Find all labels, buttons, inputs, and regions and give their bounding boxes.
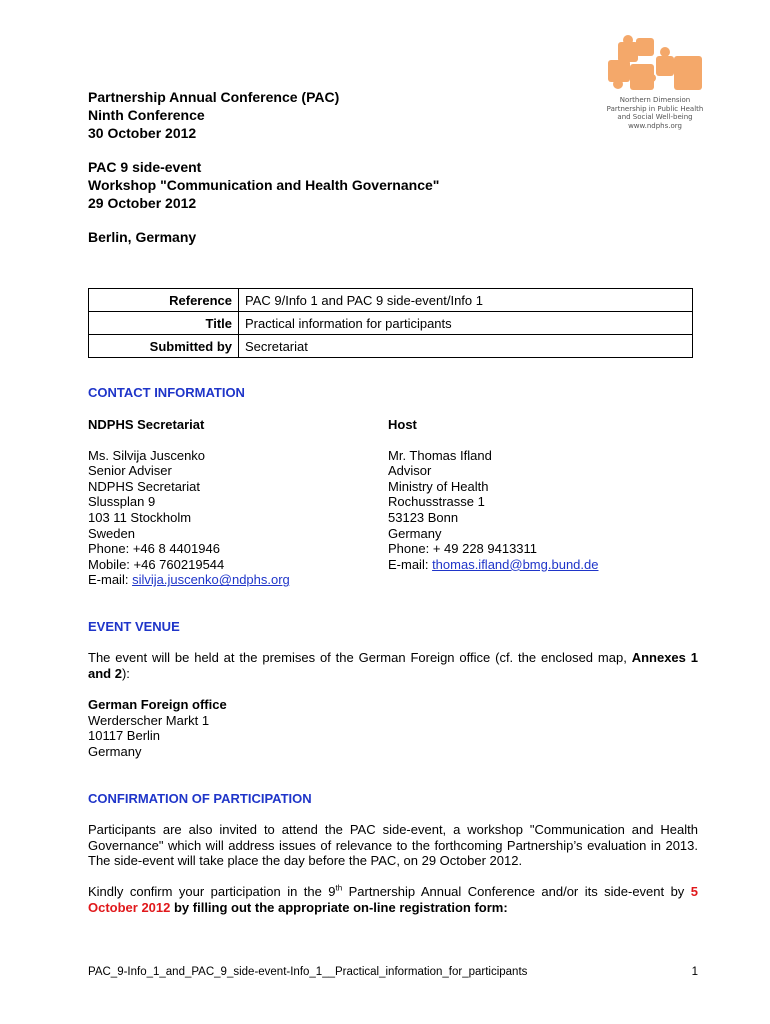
contact-line: Phone: + 49 228 9413311 xyxy=(388,541,538,557)
secretariat-title: NDPHS Secretariat xyxy=(88,417,205,432)
reference-label: Reference xyxy=(89,289,239,312)
title-label: Title xyxy=(89,312,239,335)
contact-line: Advisor xyxy=(388,463,432,479)
contact-line: Germany xyxy=(388,525,442,541)
contact-line: Mr. Thomas Ifland xyxy=(388,447,492,463)
conference-title: Partnership Annual Conference (PAC) xyxy=(88,89,340,105)
document-header xyxy=(88,88,588,246)
submitted-by-value: Secretariat xyxy=(239,335,693,358)
ordinal-sup: th xyxy=(335,883,343,893)
contact-line: Ms. Silvija Juscenko xyxy=(88,447,206,463)
venue-name: German Foreign office xyxy=(88,697,227,712)
deadline-date: 5 October 2012 xyxy=(88,884,698,915)
contact-email-row xyxy=(388,557,598,573)
contact-line: Rochusstrasse 1 xyxy=(388,494,485,510)
page-number: 1 xyxy=(691,966,698,978)
table-row xyxy=(89,335,693,358)
secretariat-contact xyxy=(88,417,290,588)
side-event-title: PAC 9 side-event xyxy=(88,159,202,175)
submitted-by-label: Submitted by xyxy=(89,335,239,358)
footer-filename: PAC_9-Info_1_and_PAC_9_side-event-Info_1__Practical_information_for_participants xyxy=(88,966,528,978)
email-label: E-mail: xyxy=(88,572,133,588)
venue-text: The event will be held at the premises of the German Foreign office (cf. the enclosed map, xyxy=(88,650,632,665)
contact-line: Sweden xyxy=(88,525,135,541)
email-label: E-mail: xyxy=(388,556,433,572)
reg-text-mid: Partnership Annual Conference and/or its side-event by xyxy=(342,884,691,899)
contact-email-row xyxy=(88,572,290,588)
table-row xyxy=(89,312,693,335)
contact-line: Slussplan 9 xyxy=(88,494,156,510)
secretariat-email-link[interactable]: silvija.juscenko@ndphs.org xyxy=(132,572,290,588)
reg-text-end: by filling out the appropriate on-line registration form: xyxy=(170,899,508,915)
host-contact xyxy=(388,417,598,572)
reference-table xyxy=(88,288,693,358)
contact-line: Mobile: +46 760219544 xyxy=(88,556,225,572)
contact-line: Senior Adviser xyxy=(88,463,172,479)
page-footer xyxy=(88,966,698,978)
contact-line: 103 11 Stockholm xyxy=(88,509,192,525)
workshop-title: Workshop "Communication and Health Governance" xyxy=(88,177,440,193)
confirmation-paragraph: Participants are also invited to attend the PAC side-event, a workshop "Communication and Health Governance" which will address issues of relevance to the forthcoming Partnership’s evaluation in 2013. The side-event will take place the day before the PAC, on 29 October 2012. xyxy=(88,822,698,869)
conference-number: Ninth Conference xyxy=(88,107,205,123)
host-email-link[interactable]: thomas.ifland@bmg.bund.de xyxy=(432,556,599,572)
address-line: Germany xyxy=(88,743,142,759)
title-value: Practical information for participants xyxy=(239,312,693,335)
annexes-ref: Annexes 1 and 2 xyxy=(88,650,698,681)
reg-text: Kindly confirm your participation in the 9 xyxy=(88,884,336,899)
venue-paragraph xyxy=(88,650,698,681)
conference-date: 30 October 2012 xyxy=(88,125,197,141)
contact-line: 53123 Bonn xyxy=(388,509,459,525)
contact-line: Phone: +46 8 4401946 xyxy=(88,541,220,557)
confirmation-heading: CONFIRMATION OF PARTICIPATION xyxy=(88,791,312,806)
venue-address xyxy=(88,697,227,759)
host-title: Host xyxy=(388,417,417,432)
reference-value: PAC 9/Info 1 and PAC 9 side-event/Info 1 xyxy=(239,289,693,312)
contact-heading: CONTACT INFORMATION xyxy=(88,385,245,400)
address-line: Werderscher Markt 1 xyxy=(88,712,210,728)
contact-line: NDPHS Secretariat xyxy=(88,478,200,494)
contact-line: Ministry of Health xyxy=(388,478,489,494)
address-line: 10117 Berlin xyxy=(88,728,161,744)
table-row xyxy=(89,289,693,312)
registration-paragraph xyxy=(88,884,698,915)
logo-caption: Northern Dimension Partnership in Public Health and Social Well-being www.ndphs.org xyxy=(606,96,704,130)
side-event-date: 29 October 2012 xyxy=(88,195,197,211)
venue-text-end: ): xyxy=(121,665,130,681)
event-location: Berlin, Germany xyxy=(88,229,197,245)
venue-heading: EVENT VENUE xyxy=(88,619,180,634)
